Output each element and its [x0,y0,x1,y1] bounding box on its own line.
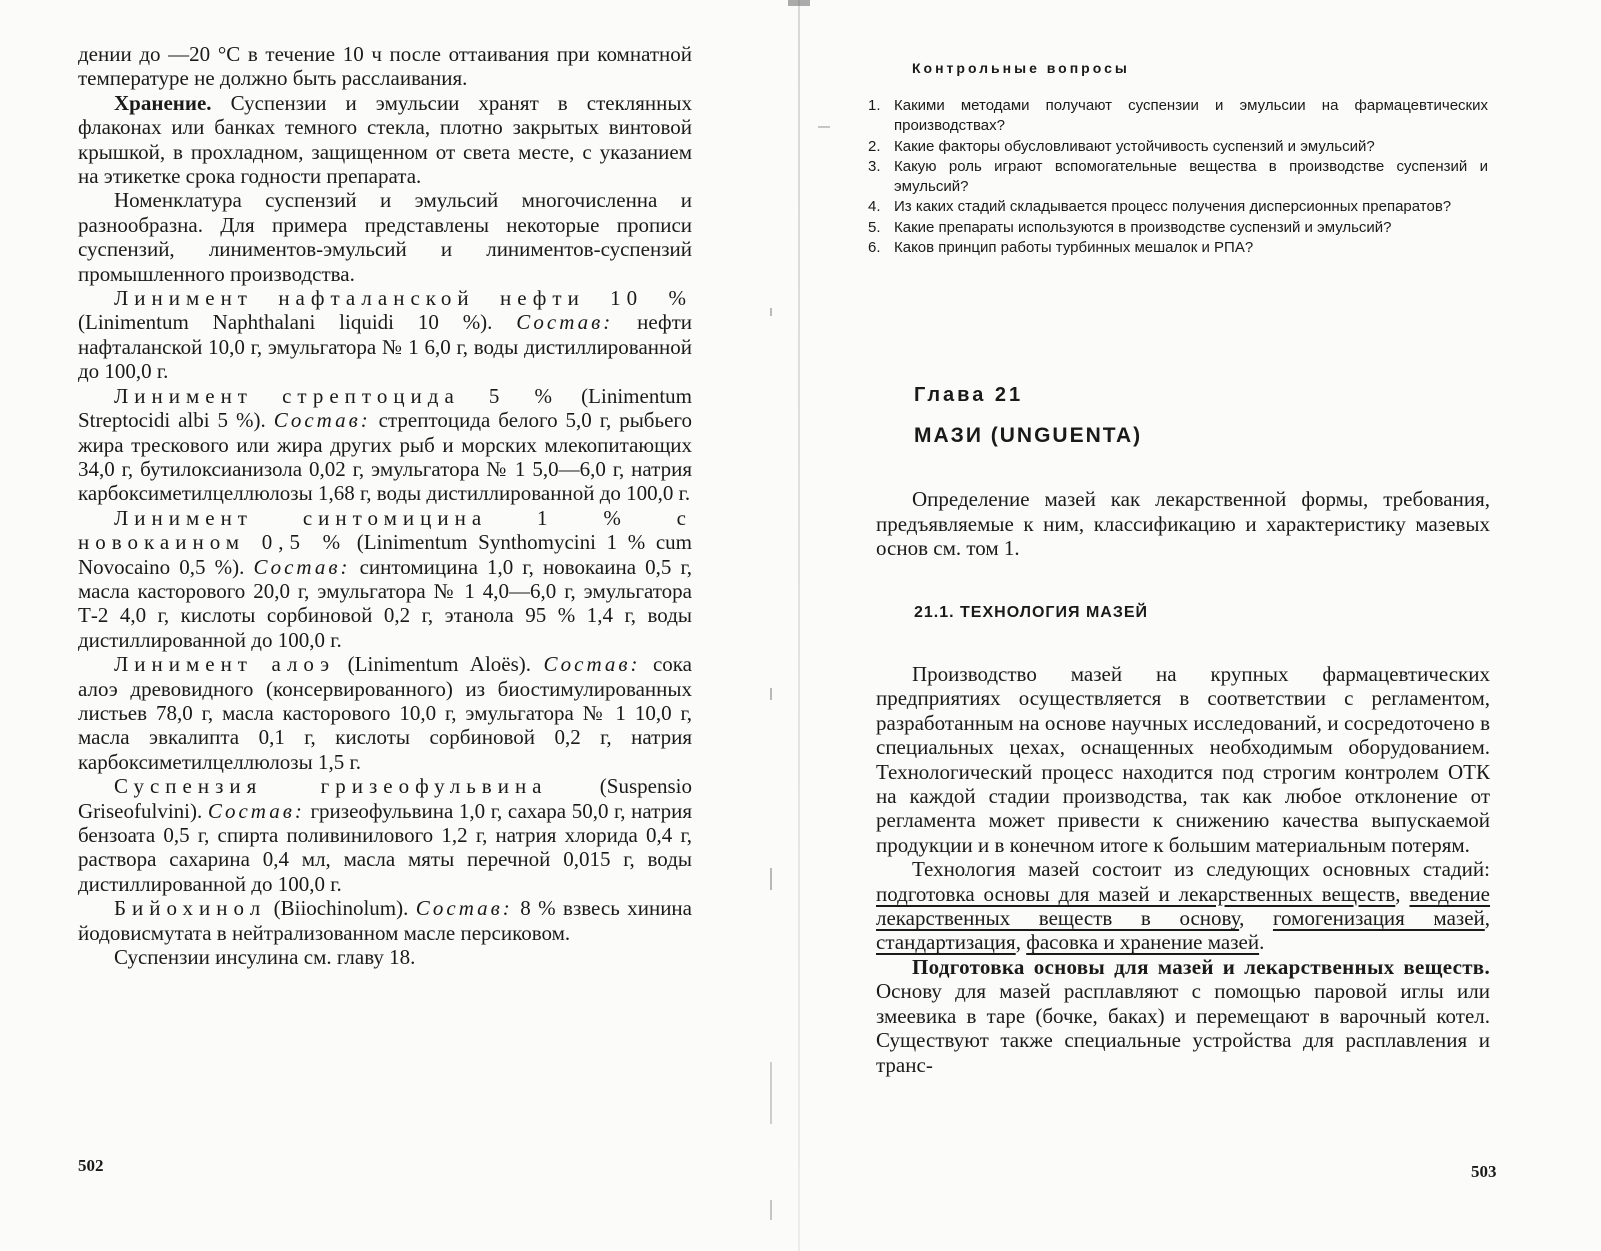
paragraph-storage-end: дении до —20 °C в течение 10 ч после оттаивания при комнатной температуре не должно быть расслаивания. [78,42,692,91]
questions-list [868,96,1488,258]
recipe-aloe: Линимент алоэ (Linimentum Aloës). Состав: сока алоэ древовидного (консервированного) из биостимулированных листьев 78,0 г, масла касторового 10,0 г, эмульгатора № 1 10,0 г, масла эвкалипта 0,1 г, кислоты сорбиновой 0,2 г, натрия карбоксиметилцеллюлозы 1,5 г. [78,652,692,774]
scan-speck [770,1200,772,1220]
scan-speck [818,126,830,128]
left-page-body [78,42,692,969]
chapter-title: МАЗИ (UNGUENTA) [914,424,1143,447]
recipe-griseofulvin: Суспензия гризеофульвина (Suspensio Griseofulvini). Состав: гризеофульвина 1,0 г, сахара 50,0 г, натрия бензоата 0,5 г, спирта поливинилового 1,2 г, натрия хлорида 0,4 г, раствора сахарина 0,4 мл, масла мяты перечной 0,015 г, воды дистиллированной до 100,0 г. [78,774,692,896]
stage-underlined: гомогенизация мазей [1272,906,1485,931]
chapter-label: Глава 21 [914,384,1024,406]
recipe-syntomycin: Линимент синтомицина 1 % с новокаином 0,5 % (Linimentum Synthomycini 1 % cum Novocaino 0,5 %). Состав: синтомицина 1,0 г, новокаина 0,5 г, масла касторового 20,0 г, эмульгатора № 1 4,0—6,0 г, эмульгатора Т-2 4,0 г, кислоты сорбиновой 0,2 г, этанола 95 % 1,4 г, воды дистиллированной до 100,0 г. [78,505,692,652]
scan-speck [770,308,772,316]
stage-underlined: введение лекарственных веществ в основу [876,881,1491,931]
left-page [0,0,800,1251]
scan-speck [788,0,810,6]
paragraph-base-preparation: Подготовка основы для мазей и лекарственных веществ. Основу для мазей расплавляют с помощью паровой иглы или змеевика в таре (бочке, баках) и перемещают в варочный котел. Существуют также специальные устройства для расплавления и транс- [876,954,1490,1077]
paragraph-nomenclature: Номенклатура суспензий и эмульсий многочисленна и разнообразна. Для примера представлены некоторые прописи суспензий, линиментов-эмульсий и линиментов-суспензий промышленного производства. [78,188,692,286]
page-number-right: 503 [1471,1162,1497,1181]
question-item: 3. Какую роль играют вспомогательные вещества в производстве суспензий и эмульсий? [868,157,1488,196]
page-number-left: 502 [78,1156,104,1175]
recipe-biiochinol: Бийохинол (Biiochinolum). Состав: 8 % взвесь хинина йодовисмутата в нейтрализованном масле персиковом. [78,896,692,945]
chapter-intro [876,487,1490,561]
book-gutter [798,0,800,1251]
question-item: 6. Каков принцип работы турбинных мешалок и РПА? [868,239,1254,257]
paragraph-stages: Технология мазей состоит из следующих основных стадий: подготовка основы для мазей и лекарственных веществ, введение лекарственных веществ в основу, гомогенизация мазей, стандартизация, фасовка и хранение мазей. [876,857,1491,955]
scan-speck [770,868,772,890]
stage-underlined: подготовка основы для мазей и лекарственных веществ [876,881,1396,906]
recipe-naftalan: Линимент нафталанской нефти 10 % (Linimentum Naphthalani liquidi 10 %). Состав: нефти нафталанской 10,0 г, эмульгатора № 1 6,0 г, воды дистиллированной до 100,0 г. [78,286,692,384]
section-title: 21.1. ТЕХНОЛОГИЯ МАЗЕЙ [914,604,1149,621]
questions-heading: Контрольные вопросы [912,60,1130,76]
paragraph-production: Производство мазей на крупных фармацевтических предприятиях осуществляется в соответствии с регламентом, разработанным на основе научных исследований, и сосредоточено в специальных цехах, оснащенных необходимым оборудованием. Технологический процесс находится под строгим контролем ОТК на каждой стадии производства, так как любое отклонение от регламента может привести к снижению качества выпускаемой продукции и в конечном итоге к большим материальным потерям. [876,662,1490,857]
paragraph-insulin: Суспензии инсулина см. главу 18. [114,945,416,970]
right-page-body [876,662,1490,1077]
scan-speck [770,1062,772,1124]
question-item: 5. Какие препараты используются в производстве суспензий и эмульсий? [868,218,1392,236]
question-item: 1. Какими методами получают суспензии и эмульсии на фармацевтических производствах? [868,97,1488,135]
question-item: 4. Из каких стадий складывается процесс получения дисперсионных препаратов? [868,198,1452,216]
scan-speck [770,688,772,700]
question-item: 2. Какие факторы обусловливают устойчивость суспензий и эмульсий? [868,137,1375,155]
recipe-streptocid: Линимент стрептоцида 5 % (Linimentum Streptocidi albi 5 %). Состав: стрептоцида белого 5,0 г, рыбьего жира трескового или жира других рыб и морских млекопитающих 34,0 г, бутилоксианизола 0,02 г, эмульгатора № 1 5,0—6,0 г, натрия карбоксиметилцеллюлозы 1,68 г, воды дистиллированной до 100,0 г. [78,383,692,506]
intro-paragraph: Определение мазей как лекарственной формы, требования, предъявляемые к ним, классификацию и характеристику мазевых основ см. том 1. [876,487,1490,560]
stage-underlined: стандартизация [876,930,1016,955]
stage-underlined: фасовка и хранение мазей [1026,930,1260,955]
paragraph-storage: Хранение. Суспензии и эмульсии хранят в стеклянных флаконах или банках темного стекла, плотно закрытых винтовой крышкой, в прохладном, защищенном от света месте, с указанием на этикетке срока годности препарата. [78,90,692,189]
